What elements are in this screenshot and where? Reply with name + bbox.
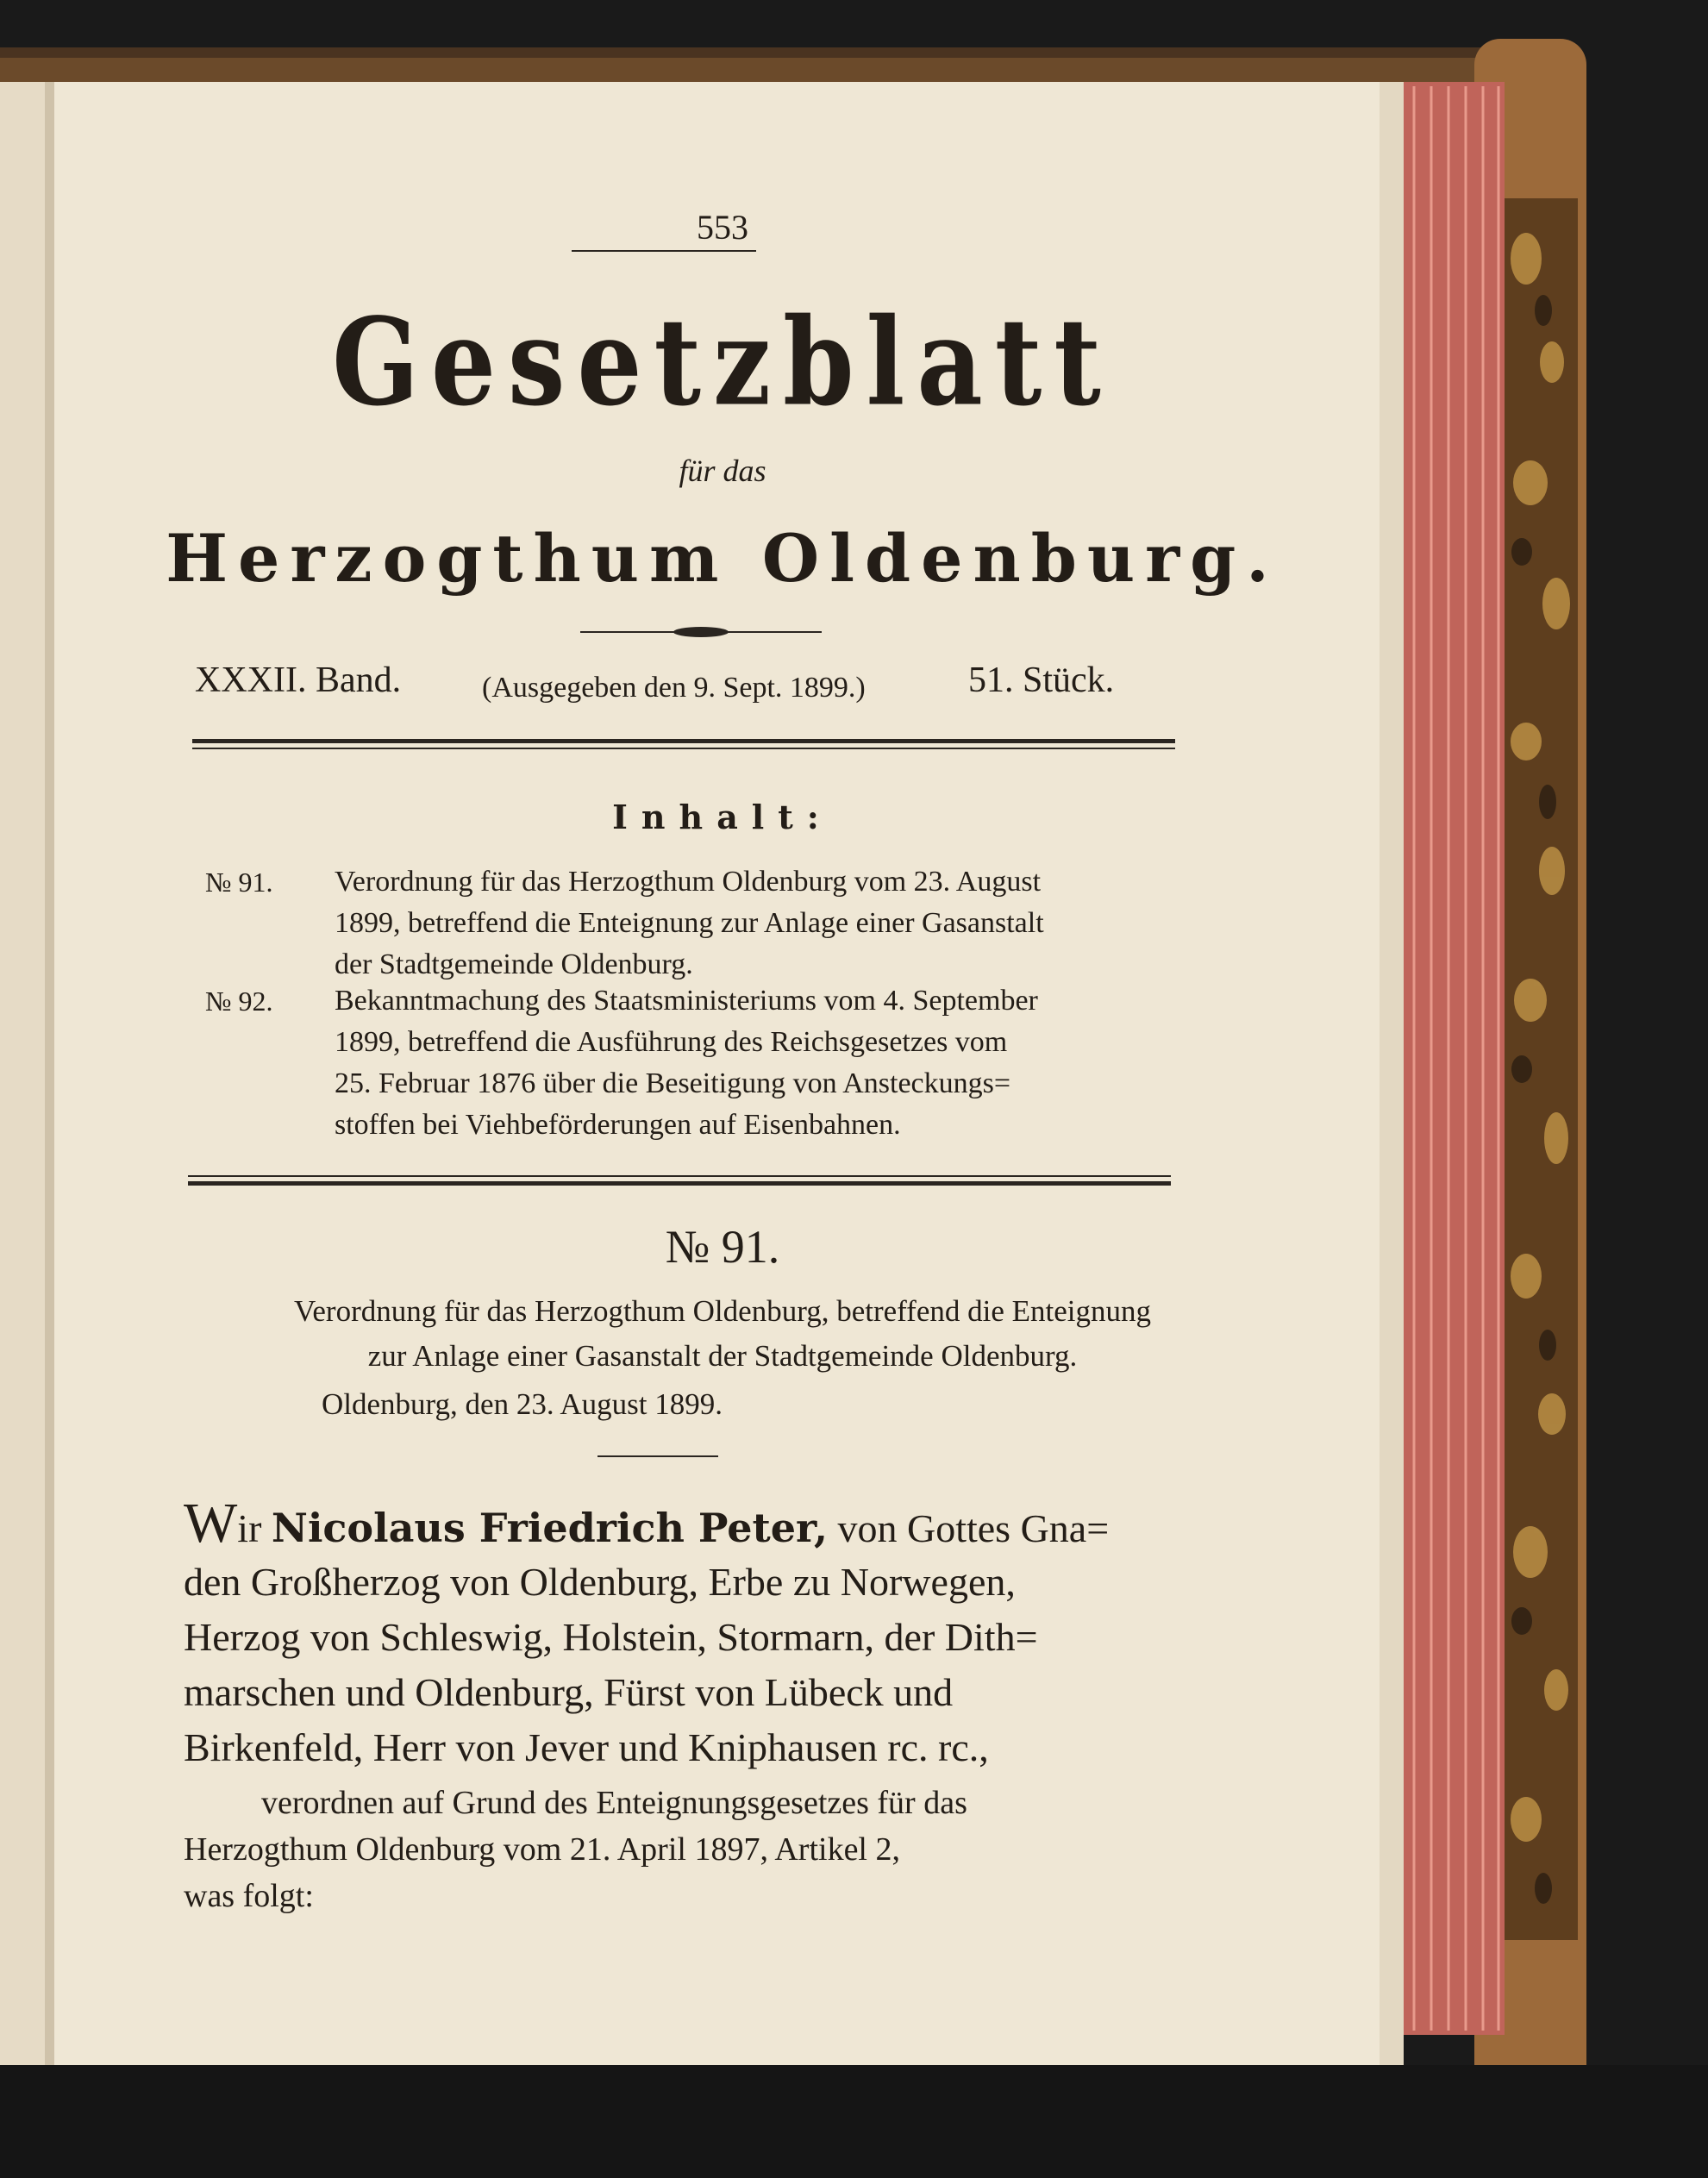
place-date: Oldenburg, den 23. August 1899. (322, 1387, 723, 1421)
preamble-initial: W (184, 1492, 238, 1555)
preamble-line: den Großherzog von Oldenburg, Erbe zu Norwegen, (184, 1560, 1016, 1604)
contents-rule-thick (188, 1181, 1171, 1186)
header-rule-thick (192, 739, 1175, 743)
preamble-line: Herzog von Schleswig, Holstein, Stormarn, der Dith= (184, 1615, 1038, 1659)
preamble-line1-rest: von Gottes Gna= (827, 1506, 1110, 1550)
page (54, 82, 1391, 2065)
page-title: Gesetzblatt (332, 291, 1113, 433)
page-number-rule (572, 250, 756, 252)
short-rule (597, 1455, 718, 1457)
contents-rule-thin (188, 1175, 1171, 1177)
toc-entry-number: № 91. (205, 867, 273, 898)
ordinance-title-line: Verordnung für das Herzogthum Oldenburg, betreffend die Enteignung (294, 1294, 1151, 1328)
ordinance-number: № 91. (665, 1221, 780, 1273)
page-number: 553 (697, 208, 748, 247)
decree-line: verordnen auf Grund des Enteignungsgesetzes für das (261, 1785, 967, 1821)
header-rule-thin (192, 748, 1175, 749)
sovereign-name: Nicolaus Friedrich Peter, (271, 1505, 828, 1551)
toc-entry-line: 1899, betreffend die Enteignung zur Anlage einer Gasanstalt (335, 907, 1044, 939)
issue-part: 51. Stück. (968, 660, 1115, 700)
page-subtitle: für das (679, 454, 766, 488)
ordinance-title-line: zur Anlage einer Gasanstalt der Stadtgemeinde Oldenburg. (367, 1339, 1078, 1373)
issue-date: (Ausgegeben den 9. Sept. 1899.) (482, 672, 866, 704)
preamble-line: marschen und Oldenburg, Fürst von Lübeck und (184, 1670, 954, 1714)
ornament-divider (580, 623, 822, 641)
decree-line: Herzogthum Oldenburg vom 21. April 1897, Artikel 2, (184, 1831, 900, 1868)
toc-entry-line: 1899, betreffend die Ausführung des Reichsgesetzes vom (335, 1026, 1008, 1058)
preamble-ir: ir (237, 1506, 272, 1550)
toc-entry-line: 25. Februar 1876 über die Beseitigung von Ansteckungs= (335, 1067, 1011, 1099)
toc-entry-number: № 92. (205, 986, 273, 1017)
toc-entry-line: stoffen bei Viehbeförderungen auf Eisenbahnen. (335, 1109, 901, 1141)
toc-entry-line: Bekanntmachung des Staatsministeriums vom 4. September (335, 985, 1038, 1017)
volume-label: XXXII. Band. (195, 660, 402, 700)
preamble-line: Birkenfeld, Herr von Jever und Kniphausen rc. rc., (184, 1725, 989, 1769)
preamble-line (184, 1492, 1110, 1556)
decree-line: was folgt: (184, 1878, 314, 1914)
toc-entry-line: der Stadtgemeinde Oldenburg. (335, 948, 693, 980)
contents-heading: Inhalt: (612, 798, 833, 836)
territory-heading: Herzogthum Oldenburg. (166, 520, 1279, 597)
toc-entry-line: Verordnung für das Herzogthum Oldenburg vom 23. August (335, 866, 1042, 898)
